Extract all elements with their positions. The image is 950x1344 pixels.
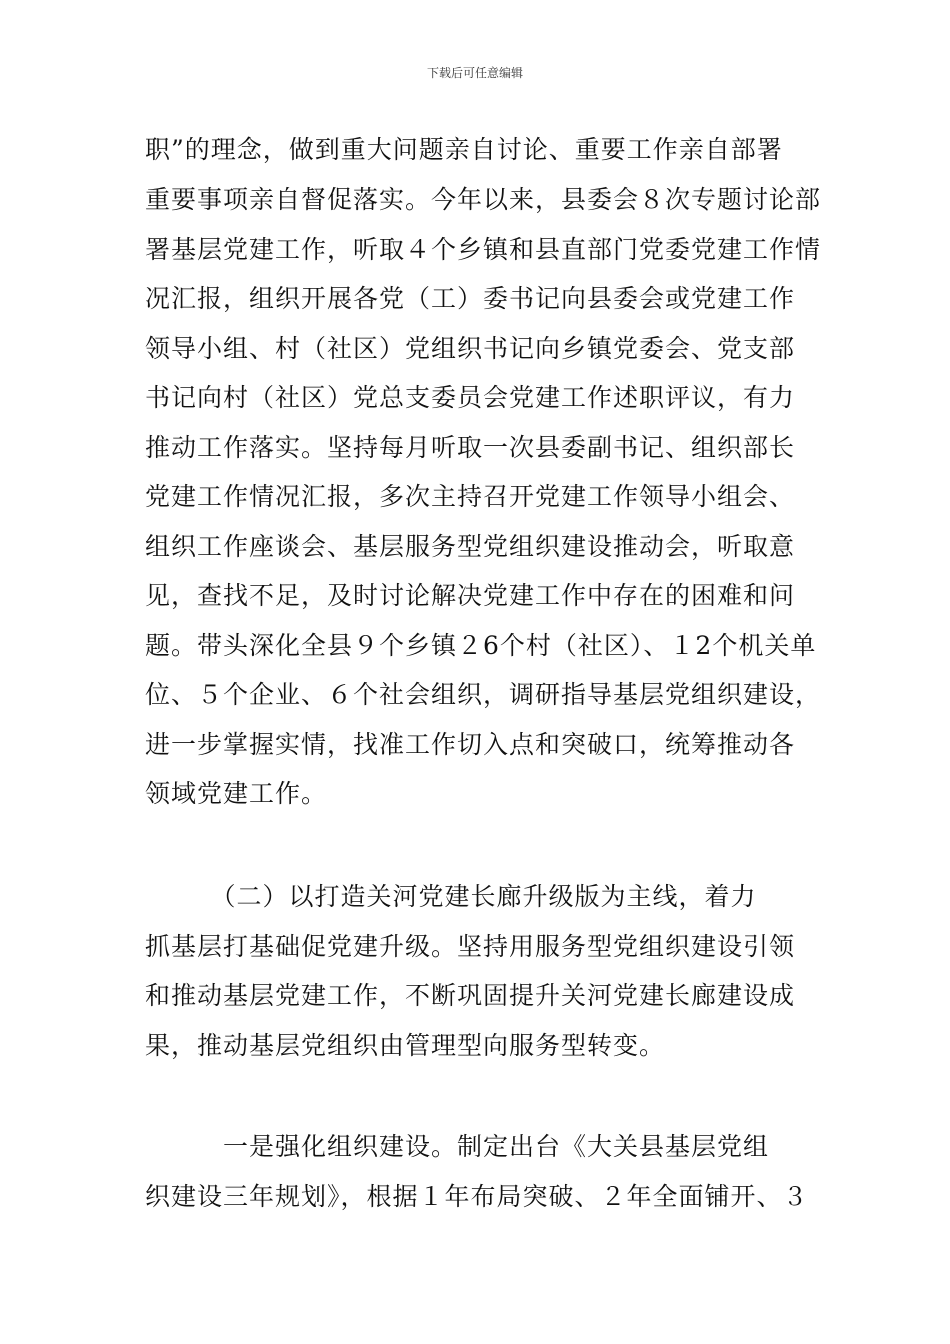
text-line: 职”的理念，做到重大问题亲自讨论、重要工作亲自部署 <box>145 135 783 164</box>
text-line: 领域党建工作。 <box>145 779 328 808</box>
text-line: 重要事项亲自督促落实。今年以来，县委会８次专题讨论部 <box>145 185 822 214</box>
text-line: 署基层党建工作，听取４个乡镇和县直部门党委党建工作情 <box>145 235 822 264</box>
text-line: 织建设三年规划》，根据１年布局突破、２年全面铺开、３ <box>145 1182 809 1211</box>
text-line: 组织工作座谈会、基层服务型党组织建设推动会，听取意 <box>145 532 796 561</box>
text-line: 一是强化组织建设。制定出台《大关县基层党组 <box>145 1132 770 1161</box>
text-line: 题。带头深化全县９个乡镇２6个村（社区）、１2个机关单 <box>145 631 817 660</box>
text-line: 书记向村（社区）党总支委员会党建工作述职评议，有力 <box>145 383 796 412</box>
text-line: 抓基层打基础促党建升级。坚持用服务型党组织建设引领 <box>145 932 796 961</box>
page-header: 下载后可任意编辑 <box>426 66 523 80</box>
text-line: 况汇报，组织开展各党（工）委书记向县委会或党建工作 <box>145 284 796 313</box>
text-line: 位、５个企业、６个社会组织，调研指导基层党组织建设， <box>145 680 822 709</box>
text-line: 果，推动基层党组织由管理型向服务型转变。 <box>145 1031 666 1060</box>
text-line: 领导小组、村（社区）党组织书记向乡镇党委会、党支部 <box>145 334 796 363</box>
text-line: 党建工作情况汇报，多次主持召开党建工作领导小组会、 <box>145 482 796 511</box>
text-line: 见，查找不足，及时讨论解决党建工作中存在的困难和问 <box>145 581 796 610</box>
text-line: 推动工作落实。坚持每月听取一次县委副书记、组织部长 <box>145 433 796 462</box>
text-line: 进一步掌握实情，找准工作切入点和突破口，统筹推动各 <box>145 730 796 759</box>
text-line: 和推动基层党建工作，不断巩固提升关河党建长廊建设成 <box>145 981 796 1010</box>
text-line: （二）以打造关河党建长廊升级版为主线，着力 <box>145 882 757 911</box>
